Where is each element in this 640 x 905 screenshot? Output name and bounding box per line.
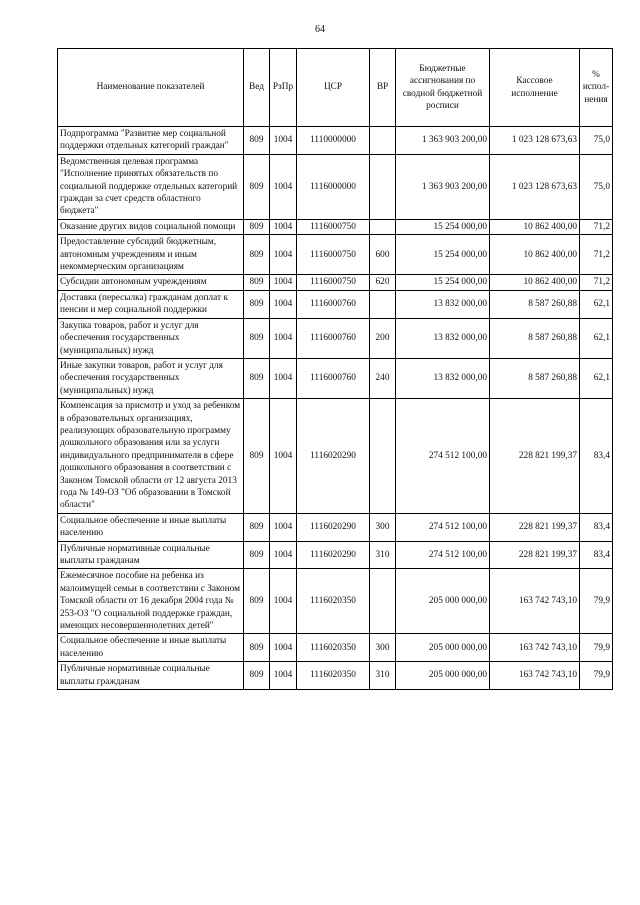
cell-cash: 228 821 199,37 bbox=[490, 513, 580, 541]
cell-vr bbox=[370, 290, 396, 318]
cell-name: Ведомственная целевая программа "Исполнение принятых обязательств по социальной поддержке отдельных категорий граждан за счет средств областного бюджета" bbox=[58, 154, 244, 219]
cell-budget: 274 512 100,00 bbox=[396, 541, 490, 569]
cell-name: Оказание других видов социальной помощи bbox=[58, 219, 244, 234]
cell-budget: 13 832 000,00 bbox=[396, 290, 490, 318]
cell-budget: 205 000 000,00 bbox=[396, 662, 490, 690]
cell-vr: 310 bbox=[370, 662, 396, 690]
table-row bbox=[58, 235, 613, 275]
cell-rzpr: 1004 bbox=[270, 127, 297, 155]
cell-pct: 75,0 bbox=[580, 154, 613, 219]
cell-vr: 300 bbox=[370, 634, 396, 662]
cell-cash: 228 821 199,37 bbox=[490, 399, 580, 514]
cell-vr bbox=[370, 399, 396, 514]
cell-vr bbox=[370, 569, 396, 634]
table-row bbox=[58, 634, 613, 662]
cell-budget: 205 000 000,00 bbox=[396, 634, 490, 662]
cell-name: Закупка товаров, работ и услуг для обеспечения государственных (муниципальных) нужд bbox=[58, 318, 244, 358]
cell-rzpr: 1004 bbox=[270, 634, 297, 662]
table-row bbox=[58, 154, 613, 219]
cell-pct: 62,1 bbox=[580, 358, 613, 398]
header-csr: ЦСР bbox=[297, 49, 370, 127]
cell-name: Доставка (пересылка) гражданам доплат к пенсии и мер социальной поддержки bbox=[58, 290, 244, 318]
cell-cash: 8 587 260,88 bbox=[490, 358, 580, 398]
cell-ved: 809 bbox=[244, 318, 270, 358]
table-row bbox=[58, 358, 613, 398]
cell-budget: 1 363 903 200,00 bbox=[396, 127, 490, 155]
cell-pct: 83,4 bbox=[580, 399, 613, 514]
cell-name: Субсидии автономным учреждениям bbox=[58, 275, 244, 290]
table-row bbox=[58, 318, 613, 358]
cell-rzpr: 1004 bbox=[270, 399, 297, 514]
cell-ved: 809 bbox=[244, 235, 270, 275]
cell-budget: 274 512 100,00 bbox=[396, 399, 490, 514]
cell-csr: 1116020290 bbox=[297, 513, 370, 541]
cell-cash: 8 587 260,88 bbox=[490, 318, 580, 358]
cell-budget: 15 254 000,00 bbox=[396, 219, 490, 234]
cell-rzpr: 1004 bbox=[270, 290, 297, 318]
cell-name: Ежемесячное пособие на ребенка из малоимущей семьи в соответствии с Законом Томской области от 16 декабря 2004 года № 253-ОЗ "О социальной поддержке граждан, имеющих несовершеннолетних детей" bbox=[58, 569, 244, 634]
cell-vr bbox=[370, 219, 396, 234]
cell-csr: 1116020290 bbox=[297, 541, 370, 569]
cell-pct: 71,2 bbox=[580, 219, 613, 234]
cell-csr: 1116020290 bbox=[297, 399, 370, 514]
cell-vr: 310 bbox=[370, 541, 396, 569]
cell-cash: 10 862 400,00 bbox=[490, 235, 580, 275]
cell-pct: 62,1 bbox=[580, 318, 613, 358]
cell-csr: 1116020350 bbox=[297, 569, 370, 634]
cell-rzpr: 1004 bbox=[270, 154, 297, 219]
cell-ved: 809 bbox=[244, 127, 270, 155]
cell-name: Социальное обеспечение и иные выплаты населению bbox=[58, 634, 244, 662]
cell-budget: 205 000 000,00 bbox=[396, 569, 490, 634]
header-ved: Вед bbox=[244, 49, 270, 127]
cell-cash: 10 862 400,00 bbox=[490, 219, 580, 234]
cell-csr: 1116000750 bbox=[297, 275, 370, 290]
cell-pct: 71,2 bbox=[580, 275, 613, 290]
table-body bbox=[58, 127, 613, 690]
table-row bbox=[58, 127, 613, 155]
cell-csr: 1116020350 bbox=[297, 634, 370, 662]
cell-cash: 163 742 743,10 bbox=[490, 569, 580, 634]
cell-ved: 809 bbox=[244, 219, 270, 234]
cell-rzpr: 1004 bbox=[270, 358, 297, 398]
cell-rzpr: 1004 bbox=[270, 235, 297, 275]
cell-name: Предоставление субсидий бюджетным, автономным учреждениям и иным некоммерческим организациям bbox=[58, 235, 244, 275]
cell-cash: 1 023 128 673,63 bbox=[490, 154, 580, 219]
cell-pct: 83,4 bbox=[580, 541, 613, 569]
cell-cash: 163 742 743,10 bbox=[490, 662, 580, 690]
table-row bbox=[58, 513, 613, 541]
cell-cash: 1 023 128 673,63 bbox=[490, 127, 580, 155]
cell-cash: 10 862 400,00 bbox=[490, 275, 580, 290]
cell-vr bbox=[370, 127, 396, 155]
cell-pct: 79,9 bbox=[580, 662, 613, 690]
cell-ved: 809 bbox=[244, 275, 270, 290]
table-row bbox=[58, 399, 613, 514]
cell-budget: 13 832 000,00 bbox=[396, 358, 490, 398]
cell-cash: 228 821 199,37 bbox=[490, 541, 580, 569]
cell-budget: 15 254 000,00 bbox=[396, 235, 490, 275]
cell-name: Социальное обеспечение и иные выплаты населению bbox=[58, 513, 244, 541]
cell-csr: 1116000000 bbox=[297, 154, 370, 219]
cell-name: Иные закупки товаров, работ и услуг для обеспечения государственных (муниципальных) нужд bbox=[58, 358, 244, 398]
cell-cash: 8 587 260,88 bbox=[490, 290, 580, 318]
cell-rzpr: 1004 bbox=[270, 541, 297, 569]
table-row bbox=[58, 569, 613, 634]
cell-vr: 620 bbox=[370, 275, 396, 290]
cell-csr: 1116000760 bbox=[297, 318, 370, 358]
cell-vr: 300 bbox=[370, 513, 396, 541]
cell-vr: 600 bbox=[370, 235, 396, 275]
header-name: Наименование показателей bbox=[58, 49, 244, 127]
table-row bbox=[58, 275, 613, 290]
header-rzpr: РзПр bbox=[270, 49, 297, 127]
cell-rzpr: 1004 bbox=[270, 219, 297, 234]
cell-vr bbox=[370, 154, 396, 219]
cell-ved: 809 bbox=[244, 634, 270, 662]
header-cash: Кассовое исполнение bbox=[490, 49, 580, 127]
cell-pct: 83,4 bbox=[580, 513, 613, 541]
cell-name: Публичные нормативные социальные выплаты гражданам bbox=[58, 541, 244, 569]
cell-pct: 79,9 bbox=[580, 634, 613, 662]
cell-csr: 1116020350 bbox=[297, 662, 370, 690]
table-row bbox=[58, 219, 613, 234]
cell-budget: 13 832 000,00 bbox=[396, 318, 490, 358]
cell-ved: 809 bbox=[244, 569, 270, 634]
cell-rzpr: 1004 bbox=[270, 513, 297, 541]
cell-ved: 809 bbox=[244, 662, 270, 690]
cell-csr: 1116000750 bbox=[297, 235, 370, 275]
cell-budget: 274 512 100,00 bbox=[396, 513, 490, 541]
cell-csr: 1116000750 bbox=[297, 219, 370, 234]
header-budget: Бюджетные ассигнования по сводной бюджетной росписи bbox=[396, 49, 490, 127]
cell-rzpr: 1004 bbox=[270, 569, 297, 634]
table-row bbox=[58, 290, 613, 318]
table-row bbox=[58, 541, 613, 569]
cell-cash: 163 742 743,10 bbox=[490, 634, 580, 662]
header-pct: % испол-нения bbox=[580, 49, 613, 127]
header-vr: ВР bbox=[370, 49, 396, 127]
cell-rzpr: 1004 bbox=[270, 318, 297, 358]
cell-vr: 240 bbox=[370, 358, 396, 398]
cell-ved: 809 bbox=[244, 541, 270, 569]
cell-rzpr: 1004 bbox=[270, 275, 297, 290]
cell-name: Публичные нормативные социальные выплаты гражданам bbox=[58, 662, 244, 690]
cell-pct: 62,1 bbox=[580, 290, 613, 318]
cell-vr: 200 bbox=[370, 318, 396, 358]
cell-ved: 809 bbox=[244, 399, 270, 514]
cell-ved: 809 bbox=[244, 513, 270, 541]
cell-ved: 809 bbox=[244, 290, 270, 318]
cell-pct: 75,0 bbox=[580, 127, 613, 155]
cell-budget: 15 254 000,00 bbox=[396, 275, 490, 290]
cell-name: Компенсация за присмотр и уход за ребенком в образовательных организациях, реализующих образовательную программу дошкольного образования или за услуги индивидуального предпринимателя в сфере дошкольного образования в соответствии с Законом Томской области от 12 августа 2013 года № 149-ОЗ "Об образовании в Томской области" bbox=[58, 399, 244, 514]
cell-name: Подпрограмма "Развитие мер социальной поддержки отдельных категорий граждан" bbox=[58, 127, 244, 155]
cell-csr: 1116000760 bbox=[297, 290, 370, 318]
page-number: 64 bbox=[315, 24, 325, 35]
cell-rzpr: 1004 bbox=[270, 662, 297, 690]
cell-csr: 1110000000 bbox=[297, 127, 370, 155]
table-row bbox=[58, 662, 613, 690]
cell-ved: 809 bbox=[244, 358, 270, 398]
cell-pct: 71,2 bbox=[580, 235, 613, 275]
budget-execution-table bbox=[57, 48, 613, 690]
cell-budget: 1 363 903 200,00 bbox=[396, 154, 490, 219]
cell-ved: 809 bbox=[244, 154, 270, 219]
cell-csr: 1116000760 bbox=[297, 358, 370, 398]
cell-pct: 79,9 bbox=[580, 569, 613, 634]
table-header-row bbox=[58, 49, 613, 127]
